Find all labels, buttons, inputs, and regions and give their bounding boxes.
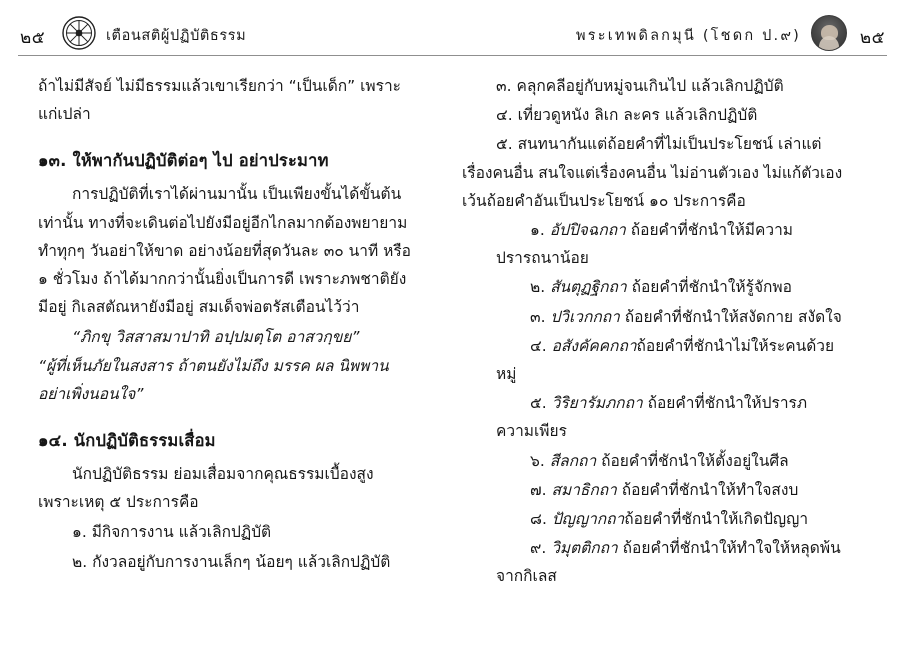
benefit-text: ถ้อยคำที่ชักนำให้ตั้งอยู่ในศีล — [596, 451, 789, 470]
benefit-number: ๔. — [530, 336, 547, 355]
section-13-quote-pali: “ภิกขุ วิสสาสมาปาทิ อปฺปมตฺโต อาสวกฺขย” — [72, 328, 360, 347]
benefit-number: ๘. — [530, 510, 547, 529]
section-13-body: การปฏิบัติที่เราได้ผ่านมานั้น เป็นเพียงขั้นได้ขั้นต้นเท่านั้น ทางที่จะเดินต่อไปยังมีอยู่อีกไกลมากต้องพยายามทำทุกๆ วันอย่าให้ขาด อย่างน้อยที่สุดวันละ ๓๐ นาที หรือ ๑ ชั่วโมง ถ้าได้มากกว่านั้นยิ่งเป็นการดี เพราะภพชาติยังมีอยู่ กิเลสตัณหายังมีอยู่ สมเด็จพ่อตรัสเตือนไว้ว่า — [38, 185, 411, 317]
benefit-term: สีลกถา — [549, 451, 597, 470]
right-column — [462, 72, 844, 630]
list-item — [462, 216, 844, 272]
benefit-term: วิริยารัมภกถา — [551, 394, 643, 413]
dharma-wheel-icon — [62, 16, 96, 50]
benefit-term: อัปปิจฉกถา — [549, 221, 626, 240]
section-13-heading: ๑๓. ให้พากันปฏิบัติต่อๆ ไป อย่าประมาท — [38, 151, 329, 171]
section-14-heading: ๑๔. นักปฏิบัติธรรมเสื่อม — [38, 431, 216, 451]
list-item — [462, 332, 844, 388]
list-item: ๔. เที่ยวดูหนัง ลิเก ละคร แล้วเลิกปฏิบัติ — [496, 106, 758, 125]
folio-number-left: ๒๕ — [20, 28, 46, 48]
list-item: ๕. สนทนากันแต่ถ้อยคำที่ไม่เป็นประโยชน์ เล่าแต่เรื่องคนอื่น สนใจแต่เรื่องคนอื่น ไม่อ่านตัวเอง ไม่แก้ตัวเอง เว้นถ้อยคำอันเป็นประโยชน์ ๑๐ ประการคือ — [462, 135, 843, 210]
list-item: ๓. คลุกคลีอยู่กับหมู่จนเกินไป แล้วเลิกปฏิบัติ — [496, 77, 784, 95]
section-13-quote-thai: “ผู้ที่เห็นภัยในสงสาร ถ้าตนยังไม่ถึง มรรค ผล นิพพาน อย่าเพิ่งนอนใจ” — [38, 356, 389, 403]
benefit-term: สมาธิกถา — [551, 480, 617, 499]
benefit-number: ๓. — [530, 307, 546, 326]
benefit-text: ถ้อยคำที่ชักนำให้เกิดปัญญา — [624, 510, 809, 529]
benefit-text: ถ้อยคำที่ชักนำให้รู้จักพอ — [626, 278, 792, 297]
benefit-text: ถ้อยคำที่ชักนำให้มีความปรารถนาน้อย — [496, 221, 794, 268]
list-item — [462, 303, 844, 331]
list-item — [462, 476, 844, 504]
benefit-number: ๒. — [530, 278, 546, 297]
intro-paragraph: ถ้าไม่มีสัจย์ ไม่มีธรรมแล้วเขาเรียกว่า “เป็นเด็ก” เพราะแก่เปล่า — [38, 77, 401, 124]
page-header — [18, 14, 887, 56]
body-columns — [38, 72, 867, 630]
folio-number-right: ๒๕ — [859, 28, 885, 48]
benefit-term: ปัญญากถา — [551, 510, 625, 529]
benefit-text: ถ้อยคำที่ชักนำให้ทำใจสงบ — [616, 480, 799, 499]
benefit-number: ๖. — [530, 451, 545, 470]
benefit-number: ๑. — [530, 221, 545, 240]
author-portrait-icon — [811, 15, 847, 51]
benefit-text: ถ้อยคำที่ชักนำให้สงัดกาย สงัดใจ — [619, 307, 842, 326]
list-item: ๑. มีกิจการงาน แล้วเลิกปฏิบัติ — [72, 523, 272, 542]
list-item — [462, 505, 844, 533]
benefit-number: ๗. — [530, 480, 547, 499]
list-item — [462, 273, 844, 301]
list-item — [462, 447, 844, 475]
benefit-term: อสังคัคคกถา — [551, 336, 637, 355]
benefit-text: ถ้อยคำที่ชักนำให้ปรารภความเพียร — [496, 394, 808, 441]
benefit-term: สันตุฏฐิกถา — [550, 278, 627, 297]
header-title-right: พระเทพดิลกมุนี (โชดก ป.๙) — [576, 28, 801, 44]
list-item — [462, 389, 844, 445]
benefit-number: ๕. — [530, 394, 547, 413]
benefit-number: ๙. — [530, 539, 547, 558]
benefit-text: ถ้อยคำที่ชักนำไม่ให้ระคนด้วยหมู่ — [496, 336, 835, 384]
left-column — [38, 72, 416, 630]
header-divider — [18, 55, 887, 56]
list-item: ๒. กังวลอยู่กับการงานเล็กๆ น้อยๆ แล้วเลิกปฏิบัติ — [72, 552, 391, 571]
list-item — [462, 534, 844, 590]
benefit-text: ถ้อยคำที่ชักนำให้ทำใจให้หลุดพ้นจากกิเลส — [496, 539, 841, 586]
section-14-body: นักปฏิบัติธรรม ย่อมเสื่อมจากคุณธรรมเบื้องสูง เพราะเหตุ ๕ ประการคือ — [38, 465, 374, 512]
header-title-left: เตือนสติผู้ปฏิบัติธรรม — [106, 28, 247, 44]
benefit-term: ปวิเวกกถา — [550, 307, 620, 326]
benefit-term: วิมุตติกถา — [551, 539, 618, 558]
